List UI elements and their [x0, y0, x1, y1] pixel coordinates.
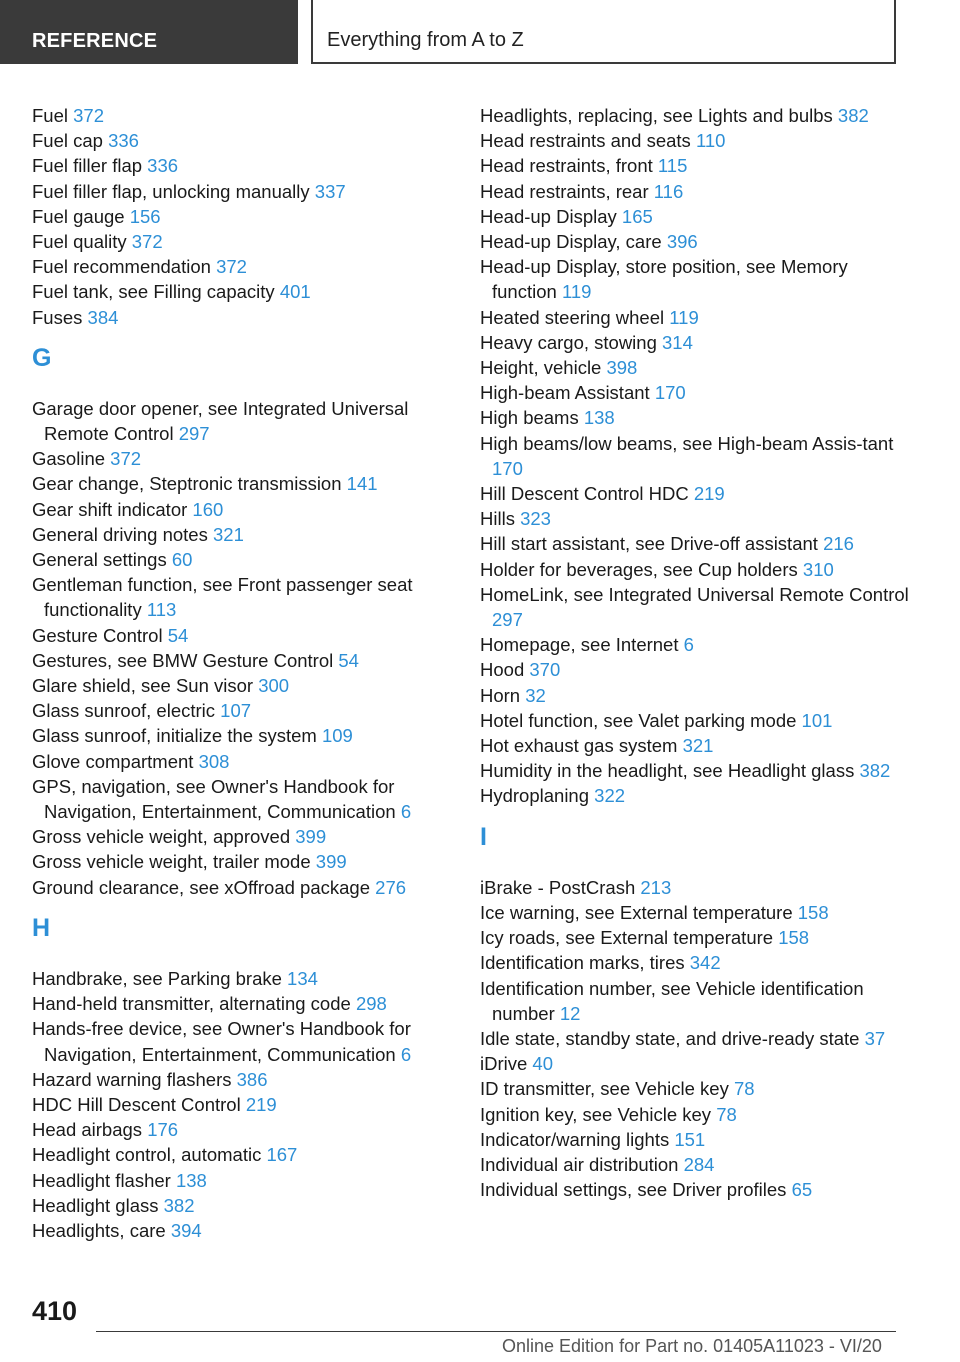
index-entry [32, 1092, 472, 1117]
index-entry-term: Head restraints, rear [480, 180, 654, 202]
index-entry-term: Gross vehicle weight, trailer mode [32, 851, 316, 873]
index-entry [32, 991, 472, 1016]
index-entry-term: Ground clearance, see xOffroad package [32, 876, 376, 898]
index-entry [480, 900, 910, 925]
index-page-link[interactable]: 6 [683, 634, 694, 656]
index-entry [480, 733, 910, 758]
index-entry [32, 254, 472, 279]
index-page-link[interactable]: 398 [606, 357, 638, 379]
index-entry [32, 396, 472, 446]
index-entry-term: Fuses [32, 306, 88, 328]
index-entry-term: Headlight glass [32, 1194, 164, 1216]
index-entry-term: Hazard warning flashers [32, 1068, 237, 1090]
index-page-link[interactable]: 78 [733, 1078, 755, 1100]
chapter-title: Everything from A to Z [327, 29, 524, 51]
index-entry-term: Head-up Display, care [480, 231, 667, 253]
index-page-link[interactable]: 138 [583, 407, 615, 429]
index-entry [480, 330, 910, 355]
index-entry [32, 1067, 472, 1092]
index-entry-term: Identification number, see Vehicle identification number [480, 977, 864, 1024]
index-column-left [32, 103, 472, 1243]
index-entry-term: Fuel recommendation [32, 256, 217, 278]
index-page-link[interactable]: 119 [669, 306, 699, 328]
index-entry-term: Glare shield, see Sun visor [32, 675, 259, 697]
index-page-link[interactable]: 310 [802, 558, 834, 580]
index-entry [32, 1117, 472, 1142]
index-entry [480, 1102, 910, 1127]
footer-edition: Online Edition for Part no. 01405A11023 - VI/20 [502, 1336, 882, 1356]
index-page-link[interactable]: 298 [355, 993, 387, 1015]
index-letter-heading: G [32, 343, 52, 372]
index-entry [32, 774, 472, 824]
index-entry-term: Hills [480, 508, 521, 530]
index-entry [32, 673, 472, 698]
index-entry [32, 522, 472, 547]
index-page-link[interactable]: 101 [801, 709, 833, 731]
index-entry [480, 531, 910, 556]
index-page-link[interactable]: 165 [621, 205, 653, 227]
index-entry [480, 950, 910, 975]
index-entry-term: iBrake - PostCrash [480, 876, 641, 898]
index-entry-term: Head restraints and seats [480, 130, 696, 152]
index-page-link[interactable]: 156 [129, 205, 161, 227]
index-entry-term: Individual settings, see Driver profiles [480, 1179, 792, 1201]
index-entry [480, 657, 910, 682]
index-page-link[interactable]: 37 [864, 1027, 886, 1049]
index-entry [480, 783, 910, 808]
index-entry [32, 723, 472, 748]
index-letter-heading: H [32, 913, 51, 942]
index-page-link[interactable]: 308 [198, 750, 230, 772]
index-entry-term: Headlights, care [32, 1219, 171, 1241]
index-entry-term: Identification marks, tires [480, 952, 690, 974]
index-entry-term: Gear shift indicator [32, 498, 193, 520]
index-page-link[interactable]: 372 [131, 231, 163, 253]
index-page-link[interactable]: 216 [823, 533, 854, 555]
index-entry-term: Gestures, see BMW Gesture Control [32, 649, 339, 671]
index-entry-term: Hands-free device, see Owner's Handbook for Navigation, Entertainment, Communication [32, 1018, 411, 1065]
footer-divider [96, 1331, 896, 1332]
index-entry-term: Hill Descent Control HDC [480, 483, 694, 505]
index-page-link[interactable]: 60 [171, 549, 193, 571]
index-page-link[interactable]: 321 [213, 523, 244, 545]
index-entry-term: Glass sunroof, initialize the system [32, 725, 322, 747]
index-page-link[interactable]: 219 [245, 1093, 277, 1115]
index-entry [32, 966, 472, 991]
index-entry [480, 506, 910, 531]
index-page-link[interactable]: 6 [400, 1043, 412, 1065]
index-entry-term: Handbrake, see Parking brake [32, 967, 288, 989]
index-entry [32, 204, 472, 229]
index-entry [32, 749, 472, 774]
index-entry [480, 925, 910, 950]
index-page-link[interactable]: 300 [258, 675, 290, 697]
index-entry-term: Icy roads, see External temperature [480, 927, 779, 949]
index-entry [32, 279, 472, 304]
index-page-link[interactable]: 213 [640, 876, 672, 898]
index-entry-term: Head-up Display [480, 205, 622, 227]
index-page-link[interactable]: 151 [674, 1128, 706, 1150]
index-entry [32, 128, 472, 153]
index-entry [480, 355, 910, 380]
index-page-link[interactable]: 107 [220, 700, 252, 722]
index-page-link[interactable]: 370 [529, 659, 561, 681]
index-entry-term: HDC Hill Descent Control [32, 1093, 246, 1115]
index-entry [32, 1142, 472, 1167]
index-page-link[interactable]: 115 [657, 155, 688, 177]
index-entry-term: Gesture Control [32, 624, 168, 646]
index-entry-term: Glove compartment [32, 750, 199, 772]
index-entry-term: HomeLink, see Integrated Universal Remote Control [480, 583, 909, 605]
index-page-link[interactable]: 382 [837, 105, 869, 126]
index-page-link[interactable]: 396 [666, 231, 698, 253]
index-entry-term: Garage door opener, see Integrated Universal Remote Control [32, 397, 409, 445]
index-page-link[interactable]: 119 [561, 281, 592, 303]
index-entry-term: Headlight control, automatic [32, 1144, 267, 1166]
index-page-link[interactable]: 141 [346, 473, 378, 495]
index-page-link[interactable]: 40 [532, 1053, 553, 1075]
index-entry [32, 648, 472, 673]
index-page-link[interactable]: 219 [693, 483, 725, 505]
index-entry-term: Head airbags [32, 1119, 148, 1141]
index-entry [480, 405, 910, 430]
index-page-link[interactable]: 382 [163, 1194, 195, 1216]
index-page-link[interactable]: 382 [859, 760, 891, 782]
index-entry-term: Indicator/warning lights [480, 1128, 675, 1150]
index-page-link[interactable]: 386 [236, 1068, 268, 1090]
index-entry [480, 179, 910, 204]
section-label: REFERENCE [32, 30, 158, 52]
index-page-link[interactable]: 167 [266, 1144, 298, 1166]
index-entry-term: Fuel quality [32, 231, 132, 253]
index-entry-term: Fuel gauge [32, 205, 130, 227]
index-entry [480, 431, 910, 481]
index-entry [32, 471, 472, 496]
index-entry-term: Gear change, Steptronic transmission [32, 473, 347, 495]
index-entry [480, 153, 910, 178]
index-page-link[interactable]: 78 [716, 1103, 737, 1125]
index-entry-term: High-beam Assistant [480, 382, 655, 404]
index-entry [480, 582, 910, 632]
index-entry-term: Ice warning, see External temperature [480, 901, 798, 923]
index-entry [32, 1016, 472, 1066]
index-entry-term: Hydroplaning [480, 785, 595, 807]
index-entry-term: High beams/low beams, see High-beam Assis‐tant [480, 432, 894, 454]
index-page-link[interactable]: 321 [682, 735, 714, 757]
index-entry-term: Individual air distribution [480, 1153, 684, 1175]
index-entry [480, 204, 910, 229]
index-page-link[interactable]: 284 [683, 1153, 715, 1175]
index-entry-term: Hot exhaust gas system [480, 735, 683, 757]
index-entry [480, 683, 910, 708]
index-page-link[interactable]: 372 [73, 105, 105, 126]
section-tab [0, 0, 298, 64]
index-page-link[interactable]: 170 [654, 382, 686, 404]
index-page-link[interactable]: 54 [167, 624, 189, 646]
index-entry [480, 632, 910, 657]
index-page-link[interactable]: 110 [695, 130, 726, 152]
index-entry [32, 824, 472, 849]
index-page-link[interactable]: 394 [170, 1219, 202, 1241]
index-page-link[interactable]: 12 [559, 1002, 581, 1024]
index-entry [480, 1076, 910, 1101]
index-entry [32, 1193, 472, 1218]
index-entry-term: General settings [32, 549, 172, 571]
index-entry-term: Hand-held transmitter, alternating code [32, 993, 356, 1015]
index-page-link[interactable]: 158 [778, 927, 810, 949]
index-entry-term: ID transmitter, see Vehicle key [480, 1078, 734, 1100]
index-entry-term: GPS, navigation, see Owner's Handbook for Navigation, Entertainment, Communication [32, 775, 401, 823]
index-entry-term: Ignition key, see Vehicle key [480, 1103, 717, 1125]
index-entry [480, 557, 910, 582]
index-entry-term: Heavy cargo, stowing [480, 331, 663, 353]
index-entry-term: Hotel function, see Valet parking mode [480, 709, 802, 731]
index-entry [480, 254, 910, 304]
index-entry-term: Gross vehicle weight, approved [32, 826, 296, 848]
index-entry-term: High beams [480, 407, 584, 429]
index-entry-term: Heated steering wheel [480, 306, 670, 328]
index-entry [480, 1051, 910, 1076]
index-page-link[interactable]: 372 [110, 448, 142, 470]
page-number: 410 [32, 1296, 78, 1326]
index-entry [32, 698, 472, 723]
index-entry-term: Fuel cap [32, 130, 109, 152]
index-page-link[interactable]: 399 [295, 826, 327, 848]
index-entry-term: Glass sunroof, electric [32, 700, 221, 722]
index-page-link[interactable]: 54 [338, 649, 359, 671]
index-page-link[interactable]: 134 [287, 967, 318, 989]
index-entry [480, 1177, 910, 1202]
index-page-link[interactable]: 116 [653, 180, 684, 202]
index-entry [480, 758, 910, 783]
index-page-link[interactable]: 170 [492, 457, 523, 479]
index-entry-term: Fuel filler flap [32, 155, 148, 177]
index-page-link[interactable]: 138 [175, 1169, 207, 1191]
index-entry-term: Fuel filler flap, unlocking manually [32, 180, 315, 202]
index-entry-term: Hood [480, 659, 530, 681]
index-entry-term: Headlight flasher [32, 1169, 176, 1191]
index-page-link[interactable]: 401 [279, 281, 311, 303]
index-page-link[interactable]: 109 [321, 725, 353, 747]
index-page-link[interactable]: 160 [192, 498, 224, 520]
index-page-link[interactable]: 176 [147, 1119, 179, 1141]
index-letter-heading: I [480, 822, 487, 851]
index-page-link[interactable]: 384 [87, 306, 119, 328]
index-entry [32, 875, 472, 900]
index-entry-term: Gasoline [32, 448, 111, 470]
index-entry-term: Height, vehicle [480, 357, 607, 379]
index-page-link[interactable]: 276 [375, 876, 407, 898]
index-entry [32, 547, 472, 572]
index-page-link[interactable]: 336 [147, 155, 179, 177]
index-page-link[interactable]: 65 [791, 1179, 813, 1201]
index-page-link[interactable]: 158 [797, 901, 829, 923]
index-entry [480, 229, 910, 254]
index-entry [32, 153, 472, 178]
index-page-link[interactable]: 337 [314, 180, 346, 202]
index-entry [32, 497, 472, 522]
index-entry-term: Hill start assistant, see Drive-off assistant [480, 533, 824, 555]
index-entry [480, 1127, 910, 1152]
index-entry [480, 875, 910, 900]
index-entry [480, 380, 910, 405]
index-entry [480, 128, 910, 153]
index-entry [32, 446, 472, 471]
index-entry-term: Headlights, replacing, see Lights and bulbs [480, 105, 838, 126]
index-entry [480, 103, 910, 128]
index-entry-term: Fuel tank, see Filling capacity [32, 281, 280, 303]
index-page-link[interactable]: 32 [525, 684, 546, 706]
index-entry-term: Gentleman function, see Front passenger seat functionality [32, 574, 413, 621]
index-page-link[interactable]: 113 [146, 599, 177, 621]
index-entry-term: Idle state, standby state, and drive-ready state [480, 1027, 865, 1049]
index-page-link[interactable]: 314 [662, 331, 693, 353]
index-entry [480, 305, 910, 330]
index-entry [480, 1152, 910, 1177]
index-entry [480, 1026, 910, 1051]
index-column-right [480, 103, 910, 1202]
index-page-link[interactable]: 399 [315, 851, 347, 873]
index-page-link[interactable]: 6 [400, 801, 412, 823]
index-entry-term: Horn [480, 684, 526, 706]
index-entry [32, 103, 472, 128]
index-entry [32, 1168, 472, 1193]
index-entry-term: Homepage, see Internet [480, 634, 684, 656]
index-entry-term: Humidity in the headlight, see Headlight glass [480, 760, 860, 782]
index-entry-term: General driving notes [32, 523, 213, 545]
index-page-link[interactable]: 323 [520, 508, 551, 530]
index-page-link[interactable]: 336 [108, 130, 139, 152]
index-entry [32, 623, 472, 648]
index-page-link[interactable]: 322 [594, 785, 626, 807]
index-entry [32, 305, 472, 330]
index-entry-term: Fuel [32, 105, 74, 126]
index-page-link[interactable]: 297 [492, 609, 523, 631]
index-entry [32, 229, 472, 254]
index-entry [480, 976, 910, 1026]
index-page-link[interactable]: 372 [216, 256, 247, 278]
chapter-header [311, 0, 896, 64]
index-entry-term: iDrive [480, 1053, 533, 1075]
index-page-link[interactable]: 297 [178, 423, 210, 445]
index-entry-term: Head-up Display, store position, see Memory function [480, 256, 848, 303]
index-entry [480, 708, 910, 733]
index-entry [32, 1218, 472, 1243]
index-page-link[interactable]: 342 [689, 952, 721, 974]
index-entry-term: Holder for beverages, see Cup holders [480, 558, 803, 580]
index-entry-term: Head restraints, front [480, 155, 658, 177]
index-entry [32, 572, 472, 622]
index-entry [32, 179, 472, 204]
index-entry [32, 849, 472, 874]
index-entry [480, 481, 910, 506]
